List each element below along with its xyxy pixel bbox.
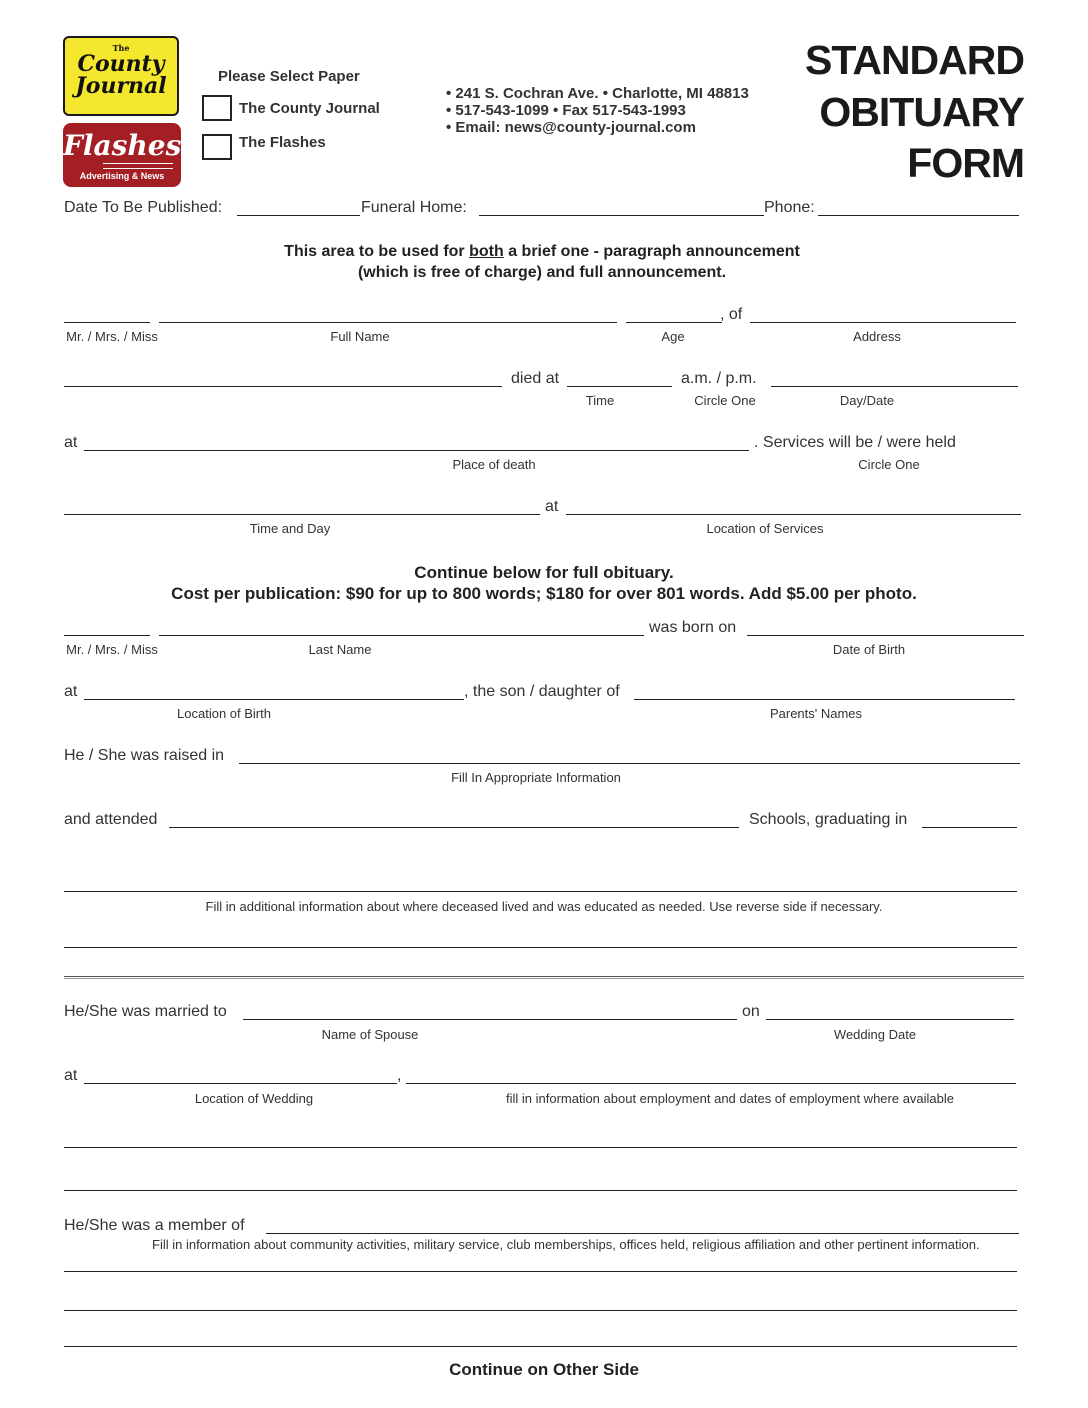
married-to-text: He/She was married to	[64, 1003, 227, 1020]
brief-age-field[interactable]	[626, 322, 722, 323]
footer-continue: Continue on Other Side	[449, 1360, 639, 1379]
logo-flashes-name: Flashes	[63, 129, 182, 162]
county-journal-logo	[63, 36, 179, 116]
caption-time: Time	[585, 393, 615, 408]
contact-phone: • 517-543-1099 • Fax 517-543-1993	[446, 102, 686, 119]
phone-field[interactable]	[818, 215, 1019, 216]
member-field-3[interactable]	[64, 1310, 1017, 1311]
wedding-date-field[interactable]	[766, 1019, 1014, 1020]
flashes-logo	[63, 123, 181, 187]
caption-address: Address	[853, 329, 901, 344]
section-divider	[64, 976, 1024, 977]
caption-last-name: Last Name	[308, 642, 372, 657]
caption-name-of-spouse: Name of Spouse	[321, 1027, 419, 1042]
flashes-option-label: The Flashes	[239, 134, 326, 151]
raised-in-text: He / She was raised in	[64, 747, 225, 764]
caption-title: Mr. / Mrs. / Miss	[66, 329, 158, 344]
intro-line-1	[0, 243, 1086, 261]
logo-flashes-tagline: Advertising & News	[79, 171, 165, 181]
caption-employment: fill in information about employment and dates of employment where available	[505, 1091, 955, 1106]
services-text: . Services will be / were held	[754, 434, 956, 451]
full-raised-in-field[interactable]	[239, 763, 1020, 764]
form-title-line-1: STANDARD	[804, 37, 1024, 83]
wedding-location-field[interactable]	[84, 1083, 397, 1084]
logo-journal: Journal	[75, 73, 167, 99]
full-heading-2: Cost per publication: $90 for up to 800 words; $180 for over 801 words. Add $5.00 per photo.	[171, 584, 917, 603]
employment-field-1[interactable]	[406, 1083, 1016, 1084]
caption-wedding-date: Wedding Date	[833, 1027, 917, 1042]
caption-fill-appropriate: Fill In Appropriate Information	[451, 770, 621, 785]
intro-emphasis: both	[469, 243, 504, 260]
caption-day-date: Day/Date	[839, 393, 895, 408]
caption-location-of-wedding: Location of Wedding	[194, 1091, 314, 1106]
full-graduation-year-field[interactable]	[922, 827, 1017, 828]
caption-circle-one: Circle One	[694, 393, 756, 408]
at-3-text: at	[64, 683, 78, 700]
employment-field-2[interactable]	[64, 1147, 1017, 1148]
county-journal-checkbox[interactable]	[202, 95, 232, 121]
caption-parents-names: Parents' Names	[769, 706, 863, 721]
phone-label: Phone:	[764, 199, 815, 216]
full-date-of-birth-field[interactable]	[747, 635, 1024, 636]
comma-of-text: , of	[720, 306, 743, 323]
schools-graduating-text: Schools, graduating in	[749, 811, 908, 828]
brief-full-name-field[interactable]	[159, 322, 617, 323]
brief-name-continued-field[interactable]	[64, 386, 502, 387]
caption-location-of-birth: Location of Birth	[177, 706, 271, 721]
intro-post: a brief one - paragraph announcement	[503, 243, 800, 260]
brief-day-date-field[interactable]	[771, 386, 1018, 387]
section-divider	[64, 978, 1024, 979]
logo-the: The	[112, 43, 130, 53]
caption-title-2: Mr. / Mrs. / Miss	[66, 642, 158, 657]
brief-time-day-field[interactable]	[64, 514, 540, 515]
full-parents-names-field[interactable]	[634, 699, 1015, 700]
member-field-4[interactable]	[64, 1346, 1017, 1347]
caption-fill-additional: Fill in additional information about where deceased lived and was educated as needed. Use reverse side if necessary.	[205, 899, 883, 914]
am-pm-text: a.m. / p.m.	[681, 370, 757, 387]
employment-field-3[interactable]	[64, 1190, 1017, 1191]
at-text: at	[64, 434, 78, 451]
full-heading-1: Continue below for full obituary.	[414, 563, 674, 582]
was-born-on-text: was born on	[649, 619, 737, 636]
member-of-field[interactable]	[266, 1233, 1019, 1234]
brief-time-field[interactable]	[567, 386, 672, 387]
additional-info-field-2[interactable]	[64, 947, 1017, 948]
brief-address-field[interactable]	[750, 322, 1016, 323]
caption-location-of-services: Location of Services	[706, 521, 824, 536]
brief-title-field[interactable]	[64, 322, 150, 323]
full-schools-field[interactable]	[169, 827, 739, 828]
intro-line-2: (which is free of charge) and full announcement.	[357, 264, 727, 281]
form-title-line-2: OBITUARY	[819, 89, 1024, 135]
member-of-text: He/She was a member of	[64, 1217, 245, 1234]
at-2-text: at	[545, 498, 559, 515]
caption-age: Age	[661, 329, 685, 344]
full-location-of-birth-field[interactable]	[84, 699, 464, 700]
at-4-text: at	[64, 1067, 78, 1084]
additional-info-field-1[interactable]	[64, 891, 1017, 892]
comma-text: ,	[397, 1067, 402, 1084]
contact-address: • 241 S. Cochran Ave. • Charlotte, MI 48813	[446, 85, 749, 102]
caption-date-of-birth: Date of Birth	[832, 642, 906, 657]
logo-county: County	[77, 51, 165, 77]
brief-location-services-field[interactable]	[566, 514, 1021, 515]
logo-stripe	[103, 163, 173, 164]
paper-select-heading: Please Select Paper	[218, 68, 360, 85]
on-text: on	[742, 1003, 760, 1020]
county-journal-option-label: The County Journal	[239, 100, 380, 117]
date-published-field[interactable]	[237, 215, 360, 216]
son-daughter-text: , the son / daughter of	[464, 683, 620, 700]
caption-place-of-death: Place of death	[452, 457, 536, 472]
intro-pre: This area to be used for	[284, 243, 470, 260]
caption-member: Fill in information about community activities, military service, club memberships, offices held, religious affiliation and other pertinent information.	[152, 1237, 980, 1252]
form-title-line-3: FORM	[907, 140, 1024, 186]
caption-circle-one-2: Circle One	[858, 457, 920, 472]
flashes-checkbox[interactable]	[202, 134, 232, 160]
spouse-name-field[interactable]	[243, 1019, 737, 1020]
member-field-2[interactable]	[64, 1271, 1017, 1272]
full-last-name-field[interactable]	[159, 635, 644, 636]
and-attended-text: and attended	[64, 811, 158, 828]
funeral-home-field[interactable]	[479, 215, 764, 216]
date-published-label: Date To Be Published:	[64, 199, 223, 216]
contact-email: • Email: news@county-journal.com	[446, 119, 696, 136]
brief-place-of-death-field[interactable]	[84, 450, 749, 451]
funeral-home-label: Funeral Home:	[361, 199, 467, 216]
died-at-text: died at	[511, 370, 560, 387]
full-title-field[interactable]	[64, 635, 150, 636]
caption-time-and-day: Time and Day	[249, 521, 331, 536]
logo-stripe	[103, 168, 173, 169]
caption-full-name: Full Name	[330, 329, 390, 344]
